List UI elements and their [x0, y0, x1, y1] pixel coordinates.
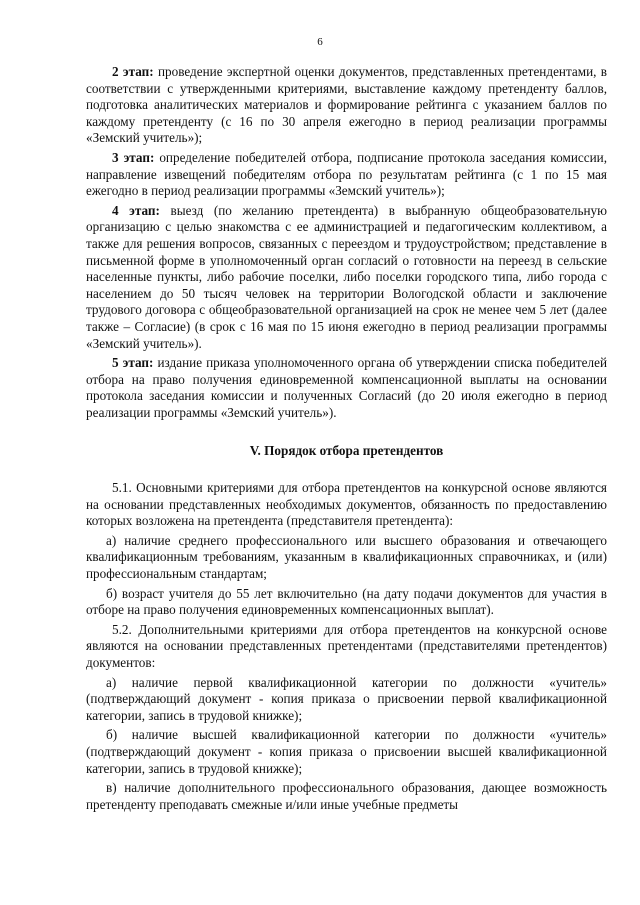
stage-text: проведение экспертной оценки документов, представленных претендентами, в соответствии с утвержденными критериями, выставление каждому претенденту баллов, подготовка аналитических материалов и формирование рейтинга с указанием баллов по каждому претенденту (с 16 по 30 апреля ежегодно в период реализации программы «Земский учитель»);: [86, 64, 607, 146]
stage-2-paragraph: [86, 64, 607, 147]
section-title: V. Порядок отбора претендентов: [249, 443, 444, 459]
stage-label: 2 этап:: [112, 64, 154, 79]
stage-label: 5 этап:: [112, 355, 154, 371]
stage-text: определение победителей отбора, подписание протокола заседания комиссии, направление извещений победителям отбора по результатам рейтинга (с 1 по 15 мая ежегодно в период реализации программы «Земский учитель»);: [86, 149, 608, 199]
criterion-b: б) возраст учителя до 55 лет включительно (на дату подачи документов для участия в отборе на право получения единовременных компенсационных выплат).: [86, 585, 607, 618]
stage-3-paragraph: [86, 150, 607, 200]
stage-label: 3 этап:: [112, 149, 155, 165]
paragraph-5-1: 5.1. Основными критериями для отбора претендентов на конкурсной основе являются на основании представленных необходимых документов, обязанность по предоставлению которых возложена на претендента (представителя претендента):: [86, 480, 607, 529]
criterion-a: а) наличие среднего профессионального или высшего образования и отвечающего квалификационным требованиям, указанным в квалификационных справочниках, и (или) профессиональным стандартам;: [86, 532, 607, 582]
stage-5-paragraph: [86, 355, 607, 421]
paragraph-5-2: 5.2. Дополнительными критериями для отбора претендентов на конкурсной основе являются на основании представленных претендентами (представителями претендентов) документов:: [86, 621, 607, 670]
stage-4-paragraph: [86, 203, 607, 352]
page-number: 6: [317, 36, 323, 48]
additional-criterion-b: б) наличие высшей квалификационной категории по должности «учитель» (подтверждающий документ - копия приказа о присвоении высшей квалификационной категории, запись в трудовой книжке);: [86, 727, 607, 776]
document-body: [86, 64, 607, 813]
additional-criterion-a: а) наличие первой квалификационной категории по должности «учитель» (подтверждающий документ - копия приказа о присвоении первой квалификационной категории, запись в трудовой книжке);: [86, 674, 607, 723]
stage-text: издание приказа уполномоченного органа об утверждении списка победителей отбора на право получения единовременной компенсационной выплаты на основании протокола заседания комиссии и полученных Согласий (до 20 июля ежегодно в период реализации программы «Земский учитель»).: [86, 355, 607, 420]
stage-text: выезд (по желанию претендента) в выбранную общеобразовательную организацию с целью знакомства с ее администрацией и педагогическим коллективом, а также для решения вопросов, связанных с переездом и трудоустройством; представление в письменной форме в уполномоченный орган согласий о готовности на переезд в сельские населенные пункты, либо рабочие поселки, либо поселки городского типа, либо города с населением до 50 тысяч человек на территории Вологодской области и заключение трудового договора с общеобразовательной организацией на срок не менее чем 5 лет (далее также – Согласие) (в срок с 16 мая по 15 июня ежегодно в период реализации программы «Земский учитель»).: [86, 202, 607, 351]
additional-criterion-c: в) наличие дополнительного профессионального образования, дающее возможность претенденту преподавать смежные и/или иные учебные предметы: [86, 780, 607, 812]
stage-label: 4 этап:: [112, 202, 160, 218]
